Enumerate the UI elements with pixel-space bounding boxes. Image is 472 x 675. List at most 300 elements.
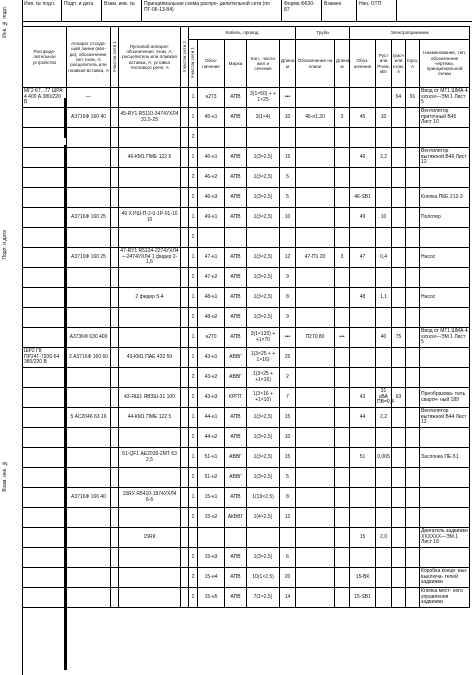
cable-cores-cell: 10(1×2,5)	[247, 568, 280, 588]
load-name-cell: Кнопка мест- ного управления задвижки	[420, 588, 470, 608]
pipe-length-cell	[335, 468, 350, 488]
busbar-line	[64, 145, 67, 670]
table-row	[23, 388, 470, 408]
start-current-cell	[406, 368, 420, 388]
section1-cell	[111, 268, 119, 288]
device-cell	[23, 168, 67, 188]
cable-cores-cell: 1(3×2,5)	[247, 188, 280, 208]
load-designation-cell	[350, 168, 376, 188]
breaker-cell: А3716Ф 160 40	[67, 488, 111, 508]
cable-cores-cell: 1(3×2,5)	[247, 428, 280, 448]
pipe-length-cell	[335, 528, 350, 548]
pipe-designation-cell	[296, 368, 335, 388]
section-num-cell: 2	[189, 588, 198, 608]
pipe-length-cell	[335, 348, 350, 368]
section1-cell	[111, 588, 119, 608]
section2-cell	[181, 328, 189, 348]
cable-mark-cell: АПВ	[225, 548, 247, 568]
load-name-cell	[420, 428, 470, 448]
title-cell: Взамен	[322, 0, 357, 21]
table-body	[23, 88, 470, 608]
pipe-designation-cell	[296, 568, 335, 588]
starter-cell	[119, 308, 181, 328]
section1-cell	[111, 488, 119, 508]
breaker-cell	[67, 148, 111, 168]
cable-designation-cell: 46-н2	[198, 168, 225, 188]
cable-mark-cell: АПВ	[225, 588, 247, 608]
section-num-cell: 2	[189, 268, 198, 288]
start-current-cell	[406, 228, 420, 248]
title-cell: Нач. ОТП	[357, 0, 397, 21]
pipe-designation-cell	[296, 548, 335, 568]
section-num-cell: 1	[189, 348, 198, 368]
current-cell	[392, 488, 406, 508]
cable-length-cell: 5	[280, 168, 296, 188]
device-cell	[23, 148, 67, 168]
cable-designation-cell: 47-н2	[198, 268, 225, 288]
cable-mark-cell: АПВ	[225, 148, 247, 168]
table-row	[23, 128, 470, 148]
start-current-cell	[406, 288, 420, 308]
header-cell: Обозначение на плане	[296, 40, 335, 88]
cable-mark-cell: АПВ	[225, 88, 247, 108]
cable-length-cell: •••	[280, 328, 296, 348]
load-name-cell: Вентилятор вытяжной В46 Лист 12	[420, 148, 470, 168]
start-current-cell	[406, 128, 420, 148]
section-num-cell: 2	[189, 388, 198, 408]
cable-designation-cell: н273	[198, 88, 225, 108]
load-name-cell	[420, 268, 470, 288]
start-current-cell	[406, 428, 420, 448]
cable-cores-cell	[247, 128, 280, 148]
starter-cell: 47-RУ1 R5124-2274УХЛ4 —2474УХЛ4 1 фидер 2-1,6	[119, 248, 181, 268]
breaker-cell	[67, 308, 111, 328]
cable-length-cell: 12	[280, 508, 296, 528]
breaker-cell: А3710Ф 160 25	[67, 248, 111, 268]
power-cell	[376, 508, 392, 528]
cable-designation-cell: 15-н3	[198, 548, 225, 568]
header-cell: Участок сети 1	[111, 27, 119, 88]
section2-cell	[181, 488, 189, 508]
section-num-cell: 1	[189, 208, 198, 228]
load-name-cell: Вентилятор приточный В45 Лист 10	[420, 108, 470, 128]
pipe-designation-cell	[296, 408, 335, 428]
cable-length-cell: 12	[280, 248, 296, 268]
pipe-length-cell	[335, 408, 350, 428]
section2-cell	[181, 508, 189, 528]
load-designation-cell	[350, 128, 376, 148]
cable-cores-cell: 1(3×2,5)	[247, 308, 280, 328]
power-cell	[376, 228, 392, 248]
load-designation-cell	[350, 428, 376, 448]
cable-designation-cell: 43-н3	[198, 388, 225, 408]
start-current-cell	[406, 308, 420, 328]
load-designation-cell	[350, 368, 376, 388]
current-cell	[392, 568, 406, 588]
current-cell	[392, 108, 406, 128]
start-current-cell	[406, 448, 420, 468]
header-cell: Pуст или Pном, кВт	[376, 40, 392, 88]
start-current-cell: 91	[406, 88, 420, 108]
pipe-designation-cell	[296, 528, 335, 548]
cable-length-cell: 25	[280, 348, 296, 368]
starter-cell: 45-RУ1 R5110-3474УХЛ4 31,5-25	[119, 108, 181, 128]
cable-cores-cell: 1(3×2,5)	[247, 468, 280, 488]
section-num-cell: 2	[189, 168, 198, 188]
device-cell	[23, 388, 67, 408]
cable-designation-cell: 51-н1	[198, 448, 225, 468]
breaker-cell: 5 АС2046 63 16	[67, 408, 111, 428]
section-num-cell: 2	[189, 228, 198, 248]
table-row	[23, 248, 470, 268]
cable-length-cell: 10	[280, 428, 296, 448]
cable-designation-cell: н270	[198, 328, 225, 348]
section-num-cell: 1	[189, 148, 198, 168]
cable-designation-cell: 46-н1	[198, 148, 225, 168]
cable-mark-cell: АПВ	[225, 288, 247, 308]
load-designation-cell: 47	[350, 248, 376, 268]
start-current-cell	[406, 468, 420, 488]
load-name-cell	[420, 488, 470, 508]
table-row	[23, 108, 470, 128]
cable-mark-cell: АПВ	[225, 328, 247, 348]
starter-cell	[119, 588, 181, 608]
load-name-cell: Двигатель задвижки ХХХХХХ—ЭМ.1 Лист 18	[420, 528, 470, 548]
load-name-cell: Преобразова- тель свароч- ный 189	[420, 388, 470, 408]
cable-mark-cell: АПВ	[225, 428, 247, 448]
current-cell	[392, 368, 406, 388]
power-cell: 1,1	[376, 288, 392, 308]
starter-cell	[119, 228, 181, 248]
breaker-cell: А3716Ф 160 25	[67, 208, 111, 228]
pipe-length-cell	[335, 188, 350, 208]
cable-mark-cell: АПВ	[225, 248, 247, 268]
section1-cell	[111, 388, 119, 408]
section2-cell	[181, 228, 189, 248]
start-current-cell	[406, 328, 420, 348]
starter-cell	[119, 548, 181, 568]
breaker-cell	[67, 468, 111, 488]
cable-cores-cell: 1(3×2,5)	[247, 208, 280, 228]
cable-designation-cell: 44-н1	[198, 408, 225, 428]
title-cell: Форма Ф630-87	[282, 0, 322, 21]
section1-cell	[111, 128, 119, 148]
device-cell: МГ2 67...77 ШРА 4 400 А 380/220 В	[23, 88, 67, 108]
load-name-cell: Насос	[420, 288, 470, 308]
cable-cores-cell: 1(3×2,5)	[247, 408, 280, 428]
section-num-cell: 2	[189, 568, 198, 588]
cable-mark-cell	[225, 228, 247, 248]
section1-cell	[111, 168, 119, 188]
load-name-cell: Ввод от МГ1 ШМА 4 хххххх—ЭМ.1 Лист 5	[420, 88, 470, 108]
start-current-cell	[406, 528, 420, 548]
section1-cell	[111, 348, 119, 368]
starter-cell	[119, 428, 181, 448]
load-designation-cell: 44	[350, 408, 376, 428]
cable-cores-cell: 1(3×2,5)	[247, 548, 280, 568]
title-cell: Принципиальная схема распре- делительной сети (по ПГ-06-13-84)	[142, 0, 282, 21]
table-row	[23, 568, 470, 588]
pipe-designation-cell	[296, 588, 335, 608]
breaker-cell	[67, 188, 111, 208]
start-current-cell	[406, 248, 420, 268]
pipe-length-cell	[335, 288, 350, 308]
pipe-length-cell: 3	[335, 108, 350, 128]
current-cell	[392, 528, 406, 548]
section-num-cell: 1	[189, 408, 198, 428]
load-designation-cell	[350, 348, 376, 368]
cable-cores-cell: 1(3×25 + +1×16)	[247, 368, 280, 388]
cable-length-cell: 2	[280, 368, 296, 388]
cable-mark-cell: АПВ	[225, 268, 247, 288]
section-num-cell: 1	[189, 108, 198, 128]
busbar-line	[64, 98, 67, 138]
table-row	[23, 408, 470, 428]
breaker-cell: А3716Ф 160 40	[67, 108, 111, 128]
header-cell: Обоз- начение	[350, 40, 376, 88]
section1-cell	[111, 548, 119, 568]
table-row	[23, 88, 470, 108]
cable-length-cell: 15	[280, 148, 296, 168]
cable-cores-cell: 7(1×2,5)	[247, 588, 280, 608]
power-cell	[376, 88, 392, 108]
load-designation-cell: 49	[350, 208, 376, 228]
device-cell	[23, 468, 67, 488]
start-current-cell	[406, 548, 420, 568]
section1-cell	[111, 408, 119, 428]
header-cell: Участок сети 2	[181, 27, 189, 88]
cable-length-cell: 15	[280, 448, 296, 468]
load-name-cell: Насос	[420, 248, 470, 268]
cable-length-cell: 10	[280, 208, 296, 228]
cable-mark-cell: АВВГ	[225, 368, 247, 388]
table-row	[23, 508, 470, 528]
header-cell: Наименование, тип, обозначение чертежа, принципиальной схемы	[420, 40, 470, 88]
table-row	[23, 528, 470, 548]
current-cell	[392, 448, 406, 468]
pipe-designation-cell	[296, 428, 335, 448]
cable-designation-cell: 15-н1	[198, 488, 225, 508]
breaker-cell: —	[67, 88, 111, 108]
cable-cores-cell: 3(1×50) + + 1×25	[247, 88, 280, 108]
cable-mark-cell	[225, 128, 247, 148]
device-cell	[23, 268, 67, 288]
current-cell	[392, 468, 406, 488]
section2-cell	[181, 468, 189, 488]
section2-cell	[181, 188, 189, 208]
cable-length-cell: 10	[280, 108, 296, 128]
cable-cores-cell: 1(3×25 + + 1×16)	[247, 348, 280, 368]
header-cell: Iрасч или Iном, А	[392, 40, 406, 88]
starter-cell	[119, 368, 181, 388]
header-cell: Длина, м	[280, 40, 296, 88]
breaker-cell	[67, 448, 111, 468]
start-current-cell	[406, 148, 420, 168]
device-cell	[23, 248, 67, 268]
cable-cores-cell: 1(3×2,5)	[247, 148, 280, 168]
pipe-length-cell	[335, 548, 350, 568]
device-cell	[23, 448, 67, 468]
section1-cell	[111, 568, 119, 588]
power-cell	[376, 308, 392, 328]
pipe-length-cell	[335, 568, 350, 588]
title-cell: Инв. № подл.	[22, 0, 62, 21]
power-cell	[376, 268, 392, 288]
load-name-cell: Заслонка ПЕ-51	[420, 448, 470, 468]
starter-cell: 49 X РШ-П-2-0-1Р-01-10 10	[119, 208, 181, 228]
device-cell	[23, 408, 67, 428]
section1-cell	[111, 528, 119, 548]
cable-cores-cell	[247, 528, 280, 548]
device-cell	[23, 128, 67, 148]
load-name-cell: Коробка конце- вых выключа- телей задвижки	[420, 568, 470, 588]
pipe-length-cell	[335, 368, 350, 388]
section1-cell	[111, 288, 119, 308]
start-current-cell	[406, 408, 420, 428]
table-row	[23, 308, 470, 328]
cable-designation-cell	[198, 528, 225, 548]
start-current-cell	[406, 108, 420, 128]
header-cell: Кол., число жил и сечение	[247, 40, 280, 88]
section2-cell	[181, 88, 189, 108]
cable-designation-cell: 45-н1	[198, 108, 225, 128]
current-cell	[392, 208, 406, 228]
pipe-length-cell	[335, 308, 350, 328]
cable-length-cell	[280, 528, 296, 548]
starter-cell: 44-КМ1 ПМЕ 122 5	[119, 408, 181, 428]
section1-cell	[111, 88, 119, 108]
section-num-cell: 1	[189, 248, 198, 268]
section1-cell	[111, 368, 119, 388]
cable-length-cell: 14	[280, 588, 296, 608]
cable-mark-cell: АПВ	[225, 568, 247, 588]
load-designation-cell	[350, 548, 376, 568]
current-cell: 63	[392, 388, 406, 408]
device-cell	[23, 508, 67, 528]
section-num-cell: 2	[189, 548, 198, 568]
pipe-designation-cell	[296, 508, 335, 528]
section2-cell	[181, 148, 189, 168]
pipe-designation-cell	[296, 208, 335, 228]
starter-cell	[119, 168, 181, 188]
power-cell	[376, 168, 392, 188]
section-num-cell: 1	[189, 288, 198, 308]
starter-cell: 15RУ R5410-1874УХЛ4 6-6	[119, 488, 181, 508]
current-cell	[392, 228, 406, 248]
current-cell	[392, 148, 406, 168]
current-cell	[392, 308, 406, 328]
pipe-designation-cell	[296, 148, 335, 168]
breaker-cell	[67, 428, 111, 448]
section2-cell	[181, 408, 189, 428]
section2-cell	[181, 448, 189, 468]
section1-cell	[111, 248, 119, 268]
load-name-cell	[420, 308, 470, 328]
power-cell: 2,2	[376, 408, 392, 428]
cable-designation-cell: 44-н2	[198, 428, 225, 448]
load-designation-cell: 15-ВК	[350, 568, 376, 588]
table-row	[23, 148, 470, 168]
pipe-designation-cell: П270.80	[296, 328, 335, 348]
pipe-designation-cell: 47-П1 20	[296, 248, 335, 268]
section-num-cell	[189, 528, 198, 548]
load-designation-cell: 48	[350, 288, 376, 308]
pipe-designation-cell	[296, 488, 335, 508]
pipe-designation-cell	[296, 388, 335, 408]
header-cell: Марка	[225, 40, 247, 88]
pipe-designation-cell	[296, 228, 335, 248]
load-designation-cell	[350, 508, 376, 528]
device-cell	[23, 528, 67, 548]
device-cell	[23, 288, 67, 308]
cable-designation-cell: 48-н1	[198, 288, 225, 308]
cable-mark-cell: АПВ	[225, 408, 247, 428]
breaker-cell	[67, 508, 111, 528]
power-cell	[376, 468, 392, 488]
power-cell	[376, 428, 392, 448]
cable-mark-cell: АВВГ	[225, 468, 247, 488]
start-current-cell	[406, 388, 420, 408]
cable-mark-cell: АВВГ	[225, 348, 247, 368]
cable-length-cell: 7	[280, 388, 296, 408]
device-cell	[23, 228, 67, 248]
cable-length-cell: 8	[280, 488, 296, 508]
load-designation-cell: 43	[350, 388, 376, 408]
breaker-cell	[67, 168, 111, 188]
start-current-cell	[406, 348, 420, 368]
cable-designation-cell: 47-н1	[198, 248, 225, 268]
load-designation-cell: 45	[350, 108, 376, 128]
cable-designation-cell: 48-н2	[198, 308, 225, 328]
pipe-designation-cell	[296, 88, 335, 108]
table-row	[23, 328, 470, 348]
starter-cell	[119, 508, 181, 528]
load-designation-cell	[350, 468, 376, 488]
cable-mark-cell: АПВ	[225, 208, 247, 228]
load-name-cell	[420, 128, 470, 148]
load-designation-cell	[350, 268, 376, 288]
load-name-cell: Полотер	[420, 208, 470, 228]
section1-cell	[111, 428, 119, 448]
section-num-cell: 1	[189, 448, 198, 468]
device-cell	[23, 308, 67, 328]
cable-designation-cell	[198, 228, 225, 248]
load-designation-cell: 15-SB1	[350, 588, 376, 608]
breaker-cell	[67, 528, 111, 548]
starter-cell: 2 фидер 5-4	[119, 288, 181, 308]
load-name-cell	[420, 368, 470, 388]
cable-designation-cell: 46-н3	[198, 188, 225, 208]
breaker-cell	[67, 288, 111, 308]
title-cell: Подп. и дата	[62, 0, 102, 21]
title-cell: Взам. инв. №	[102, 0, 142, 21]
header-cell: Длина, м	[335, 40, 350, 88]
cable-length-cell	[280, 128, 296, 148]
cable-cores-cell: 1(3×2,5)	[247, 448, 280, 468]
current-cell	[392, 348, 406, 368]
breaker-cell	[67, 568, 111, 588]
power-cell	[376, 128, 392, 148]
section2-cell	[181, 568, 189, 588]
cable-designation-cell: 15-н5	[198, 588, 225, 608]
power-cell	[376, 588, 392, 608]
header-cell: Участок сети 1	[189, 40, 198, 88]
cable-length-cell: 20	[280, 568, 296, 588]
pipe-length-cell	[335, 268, 350, 288]
load-designation-cell: 15	[350, 528, 376, 548]
cable-length-cell: 6	[280, 548, 296, 568]
cable-mark-cell: АПВ	[225, 188, 247, 208]
